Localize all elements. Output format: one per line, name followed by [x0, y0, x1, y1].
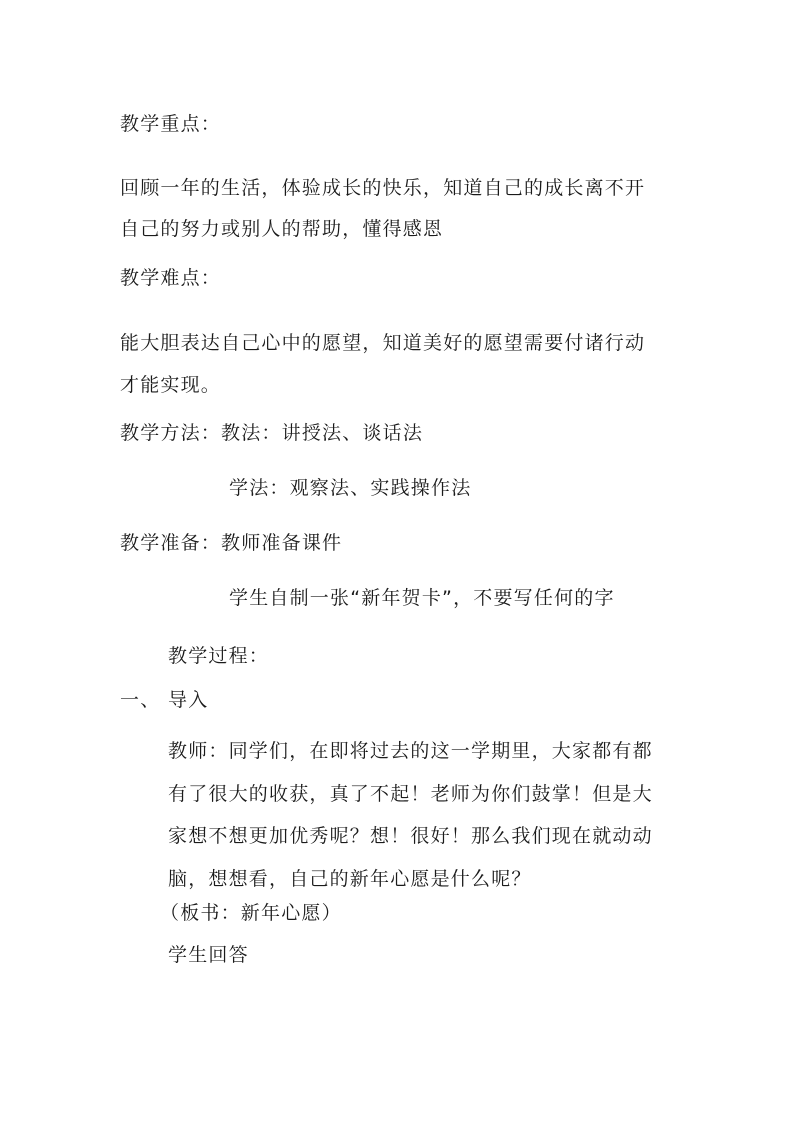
key-points-line: 自己的努力或别人的帮助，懂得感恩 [120, 218, 444, 240]
blackboard-note: （板书：新年心愿） [160, 902, 342, 924]
teaching-method: 教法：讲授法、谈话法 [221, 422, 424, 444]
teacher-speech-line: 教师：同学们，在即将过去的这一学期里，大家都有都 [168, 740, 653, 762]
methods-label: 教学方法： [120, 422, 222, 444]
teacher-speech-paragraph [168, 730, 653, 900]
learning-method: 学法：观察法、实践操作法 [229, 477, 472, 499]
student-answer: 学生回答 [168, 944, 249, 966]
teaching-methods-row [120, 421, 423, 445]
section-title: 导入 [168, 689, 209, 711]
student-preparation: 学生自制一张“新年贺卡”，不要写任何的字 [229, 587, 615, 609]
preparation-label: 教学准备： [120, 532, 222, 554]
preparation-row [120, 531, 342, 555]
teacher-speech-line: 家想不想更加优秀呢？想！很好！那么我们现在就动动 [168, 825, 653, 847]
teacher-speech-line: 脑，想想看，自己的新年心愿是什么呢？ [168, 867, 532, 890]
difficulties-line: 才能实现。 [120, 374, 222, 396]
key-points-line: 回顾一年的生活，体验成长的快乐，知道自己的成长离不开 [120, 177, 646, 199]
section-heading [120, 688, 208, 712]
difficulties-paragraph [120, 322, 645, 406]
key-points-paragraph [120, 168, 645, 250]
difficulties-line: 能大胆表达自己心中的愿望，知道美好的愿望需要付诸行动 [120, 332, 646, 354]
process-heading: 教学过程： [168, 645, 270, 667]
teacher-preparation: 教师准备课件 [221, 532, 343, 554]
heading-key-points: 教学重点： [120, 113, 222, 135]
section-number: 一、 [120, 689, 161, 711]
teacher-speech-line: 有了很大的收获，真了不起！老师为你们鼓掌！但是大 [168, 782, 653, 805]
heading-difficulties: 教学难点： [120, 267, 222, 289]
